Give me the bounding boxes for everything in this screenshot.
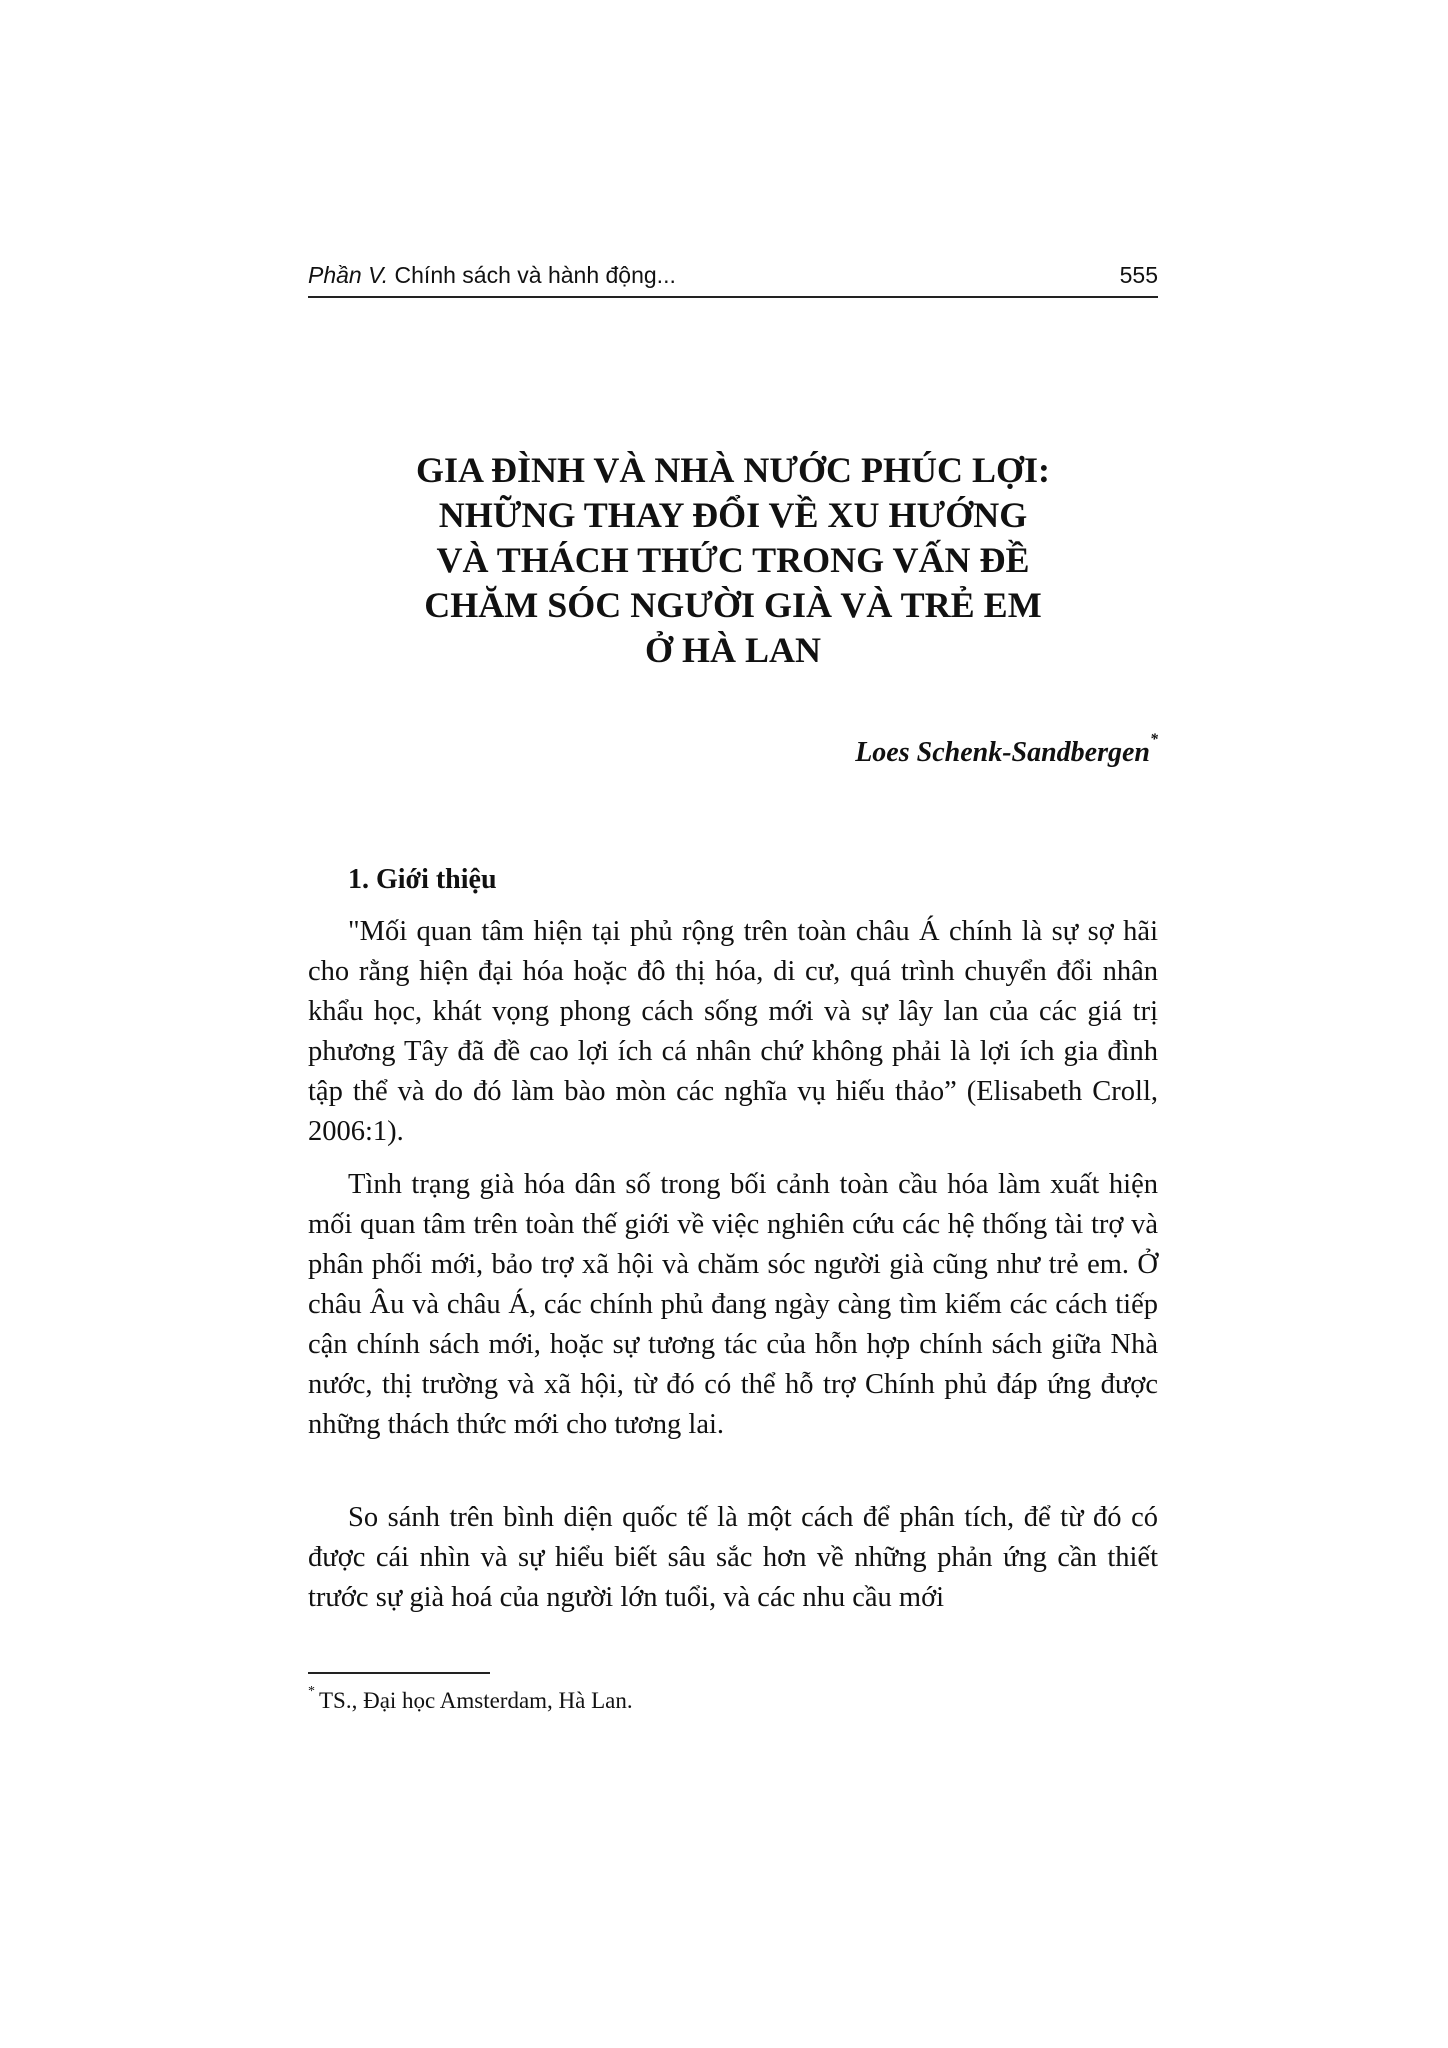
running-head bbox=[308, 262, 676, 289]
section-heading: 1. Giới thiệu bbox=[348, 864, 497, 895]
body-paragraph: "Mối quan tâm hiện tại phủ rộng trên toàn châu Á chính là sự sợ hãi cho rằng hiện đại hóa hoặc đô thị hóa, di cư, quá trình chuyển đổi nhân khẩu học, khát vọng phong cách sống mới và sự lây lan của các giá trị phương Tây đã đề cao lợi ích cá nhân chứ không phải là lợi ích gia đình tập thể và do đó làm bào mòn các nghĩa vụ hiếu thảo” (Elisabeth Croll, 2006:1). bbox=[308, 916, 1158, 1147]
title-line: VÀ THÁCH THỨC TRONG VẤN ĐỀ bbox=[436, 540, 1030, 580]
title-line: GIA ĐÌNH VÀ NHÀ NƯỚC PHÚC LỢI: bbox=[415, 450, 1051, 490]
part-label: Phần V. bbox=[308, 262, 389, 288]
author bbox=[855, 731, 1158, 769]
title-line: Ở HÀ LAN bbox=[644, 630, 821, 670]
author-footnote-mark: * bbox=[1150, 731, 1158, 748]
author-name: Loes Schenk-Sandbergen bbox=[855, 737, 1150, 768]
title-line: NHỮNG THAY ĐỔI VỀ XU HƯỚNG bbox=[438, 495, 1028, 535]
footnote-mark: * bbox=[308, 1684, 315, 1699]
title-line: CHĂM SÓC NGƯỜI GIÀ VÀ TRẺ EM bbox=[424, 585, 1042, 625]
section-title: Chính sách và hành động... bbox=[394, 262, 676, 288]
body-paragraph: So sánh trên bình diện quốc tế là một cách để phân tích, để từ đó có được cái nhìn và sự hiểu biết sâu sắc hơn về những phản ứng cần thiết trước sự già hoá của người lớn tuổi, và các nhu cầu mới bbox=[308, 1502, 1158, 1613]
page-header bbox=[308, 256, 1158, 298]
footnote-text: TS., Đại học Amsterdam, Hà Lan. bbox=[319, 1688, 633, 1713]
footnote bbox=[308, 1684, 633, 1714]
article-title bbox=[308, 448, 1158, 673]
body-paragraph: Tình trạng già hóa dân số trong bối cảnh toàn cầu hóa làm xuất hiện mối quan tâm trên toàn thế giới về việc nghiên cứu các hệ thống tài trợ và phân phối mới, bảo trợ xã hội và chăm sóc người già cũng như trẻ em. Ở châu Âu và châu Á, các chính phủ đang ngày càng tìm kiếm các cách tiếp cận chính sách mới, hoặc sự tương tác của hỗn hợp chính sách giữa Nhà nước, thị trường và xã hội, từ đó có thể hỗ trợ Chính phủ đáp ứng được những thách thức mới cho tương lai. bbox=[308, 1169, 1158, 1440]
page-number: 555 bbox=[1119, 262, 1158, 288]
footnote-divider bbox=[308, 1672, 490, 1674]
